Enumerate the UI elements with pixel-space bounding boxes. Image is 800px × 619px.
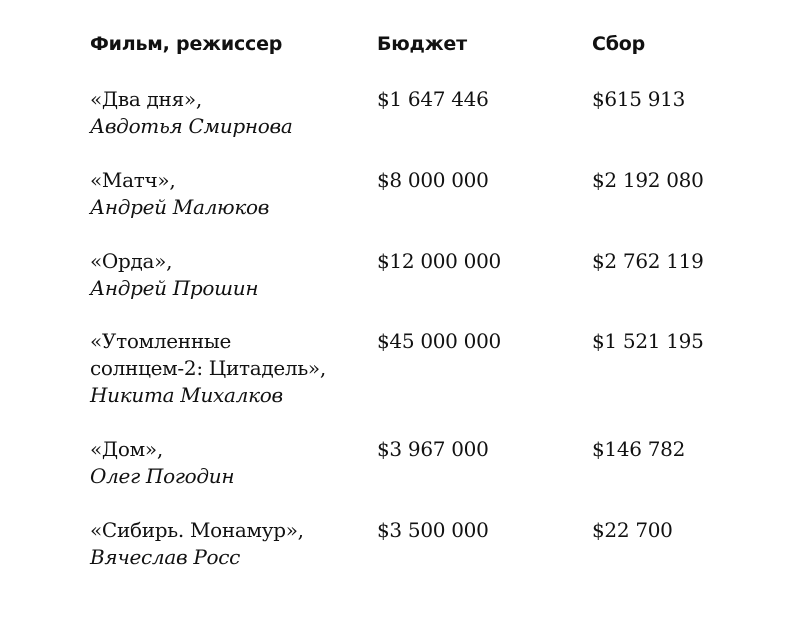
budget-cell: $3 967 000 — [377, 437, 489, 461]
table-row — [90, 328, 730, 409]
table-row — [90, 248, 730, 302]
table-row — [90, 517, 730, 571]
film-director: Никита Михалков — [90, 383, 283, 407]
film-director: Вячеслав Росс — [90, 545, 241, 569]
film-title: «Два дня», — [90, 87, 202, 111]
budget-cell: $1 647 446 — [377, 87, 489, 111]
film-director: Андрей Малюков — [90, 195, 270, 219]
film-title: «Дом», — [90, 437, 163, 461]
budget-cell: $12 000 000 — [377, 249, 501, 273]
film-budget-table — [90, 30, 730, 569]
budget-cell: $3 500 000 — [377, 518, 489, 542]
table-header — [90, 30, 730, 60]
film-cell — [90, 248, 377, 302]
film-cell — [90, 86, 377, 140]
film-cell — [90, 328, 377, 409]
table-row — [90, 86, 730, 140]
film-director: Олег Погодин — [90, 464, 235, 488]
budget-cell: $45 000 000 — [377, 329, 501, 353]
header-gross: Сбор — [592, 33, 646, 55]
table-row — [90, 167, 730, 221]
gross-cell: $615 913 — [592, 87, 686, 111]
header-film-director: Фильм, режиссер — [90, 33, 283, 55]
header-budget: Бюджет — [377, 33, 467, 55]
film-title: «Матч», — [90, 168, 176, 192]
gross-cell: $1 521 195 — [592, 329, 704, 353]
film-title-continued: солнцем-2: Цитадель», — [90, 356, 326, 380]
film-cell — [90, 167, 377, 221]
table-row — [90, 436, 730, 490]
gross-cell: $2 762 119 — [592, 249, 704, 273]
film-cell — [90, 517, 377, 571]
film-title: «Утомленные — [90, 329, 232, 353]
gross-cell: $22 700 — [592, 518, 673, 542]
budget-cell: $8 000 000 — [377, 168, 489, 192]
film-director: Андрей Прошин — [90, 276, 259, 300]
film-director: Авдотья Смирнова — [90, 114, 293, 138]
film-title: «Орда», — [90, 249, 173, 273]
film-title: «Сибирь. Монамур», — [90, 518, 304, 542]
film-cell — [90, 436, 377, 490]
gross-cell: $146 782 — [592, 437, 686, 461]
gross-cell: $2 192 080 — [592, 168, 704, 192]
